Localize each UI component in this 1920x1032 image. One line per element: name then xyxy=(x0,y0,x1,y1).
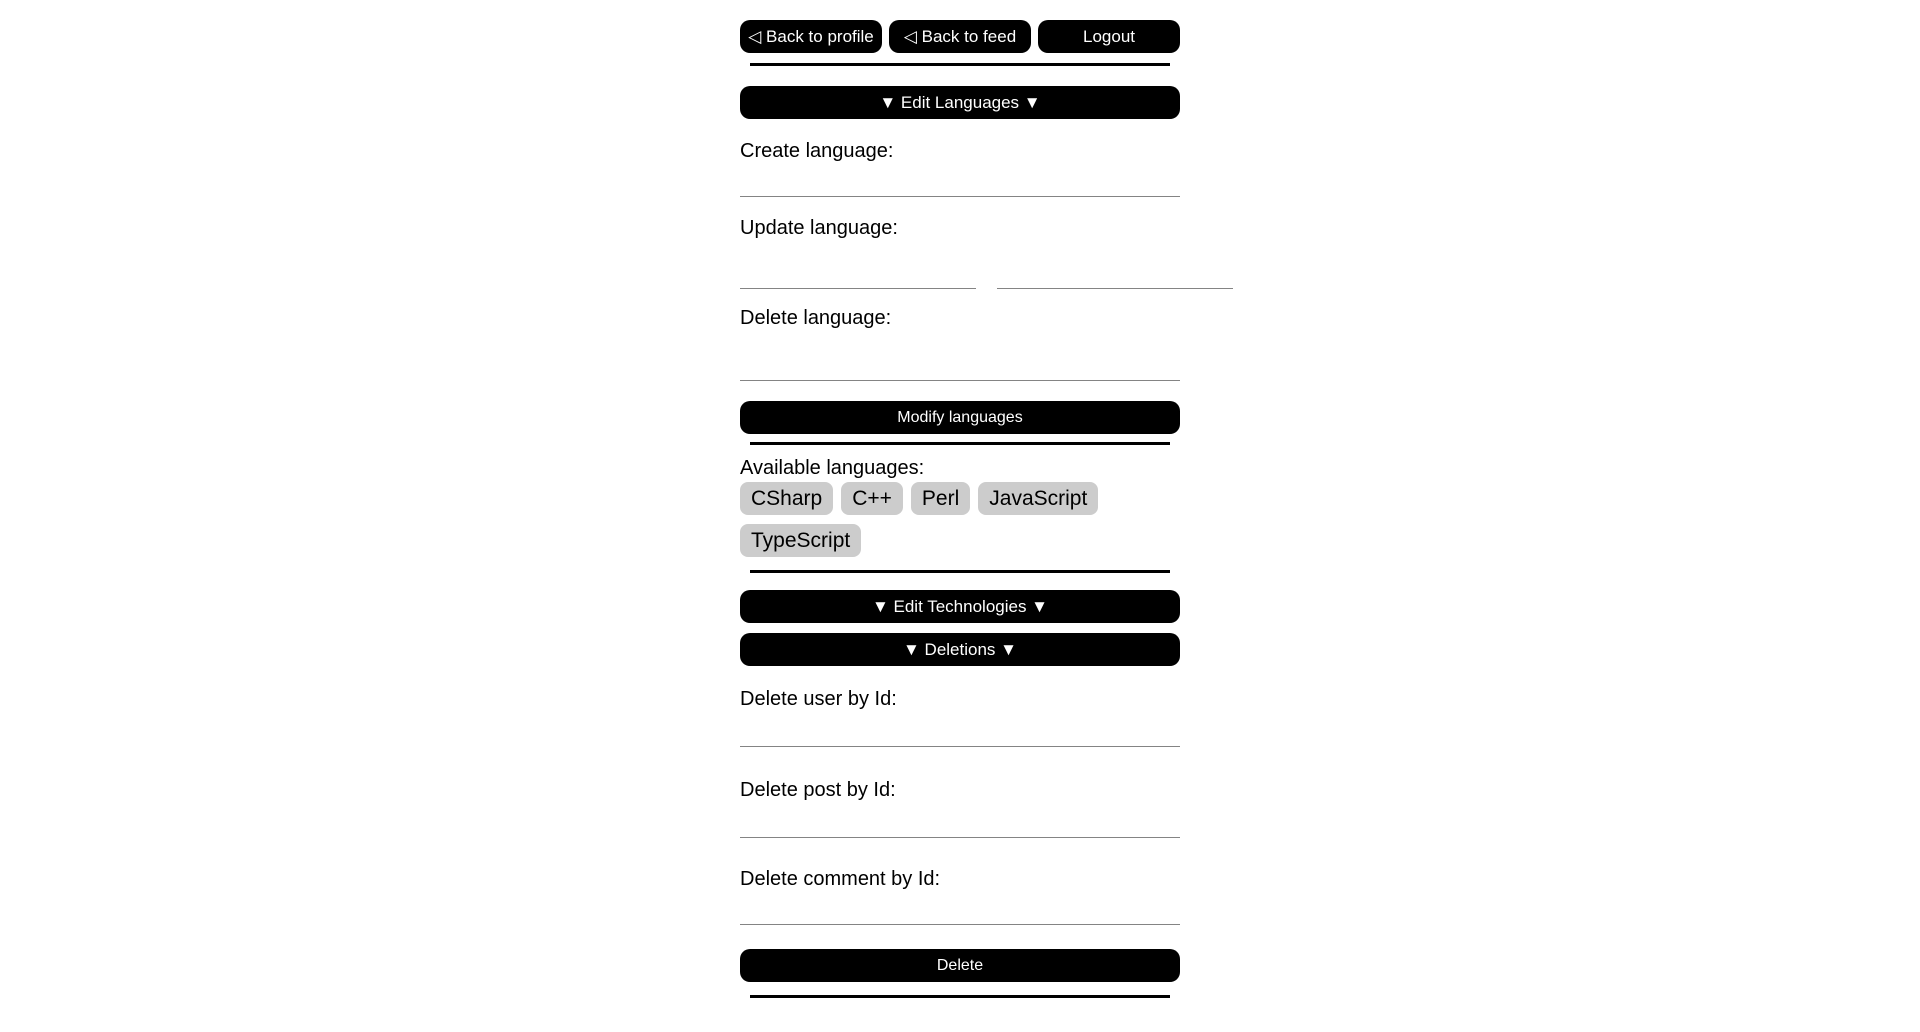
modify-languages-button[interactable]: Modify languages xyxy=(740,401,1180,434)
divider-top xyxy=(750,63,1170,66)
update-language-inputs xyxy=(740,263,1180,289)
edit-technologies-toggle[interactable]: ▼ Edit Technologies ▼ xyxy=(740,590,1180,623)
divider-available xyxy=(750,570,1170,573)
available-languages-list xyxy=(740,482,1180,557)
admin-panel xyxy=(740,20,1180,998)
back-to-profile-button[interactable]: ◁ Back to profile xyxy=(740,20,882,53)
language-chip: TypeScript xyxy=(740,524,861,557)
back-to-feed-button[interactable]: ◁ Back to feed xyxy=(889,20,1031,53)
delete-language-label: Delete language: xyxy=(740,307,892,329)
create-language-input[interactable] xyxy=(740,171,1180,197)
delete-comment-input[interactable] xyxy=(740,899,1180,925)
deletions-toggle[interactable]: ▼ Deletions ▼ xyxy=(740,633,1180,666)
update-language-label: Update language: xyxy=(740,217,898,239)
language-chip: Perl xyxy=(911,482,970,515)
update-language-old-input[interactable] xyxy=(740,263,976,289)
logout-button[interactable]: Logout xyxy=(1038,20,1180,53)
available-languages-label: Available languages: xyxy=(740,457,925,479)
language-chip: C++ xyxy=(841,482,903,515)
update-language-new-input[interactable] xyxy=(997,263,1233,289)
divider-bottom xyxy=(750,995,1170,998)
language-chip: CSharp xyxy=(740,482,833,515)
delete-user-input[interactable] xyxy=(740,721,1180,747)
create-language-label: Create language: xyxy=(740,140,894,162)
language-chip: JavaScript xyxy=(978,482,1098,515)
delete-language-input[interactable] xyxy=(740,355,1180,381)
delete-comment-label: Delete comment by Id: xyxy=(740,868,941,890)
delete-post-input[interactable] xyxy=(740,812,1180,838)
edit-languages-toggle[interactable]: ▼ Edit Languages ▼ xyxy=(740,86,1180,119)
delete-user-label: Delete user by Id: xyxy=(740,688,897,710)
top-nav-row xyxy=(740,20,1180,53)
delete-button[interactable]: Delete xyxy=(740,949,1180,982)
delete-post-label: Delete post by Id: xyxy=(740,779,896,801)
divider-languages xyxy=(750,442,1170,445)
